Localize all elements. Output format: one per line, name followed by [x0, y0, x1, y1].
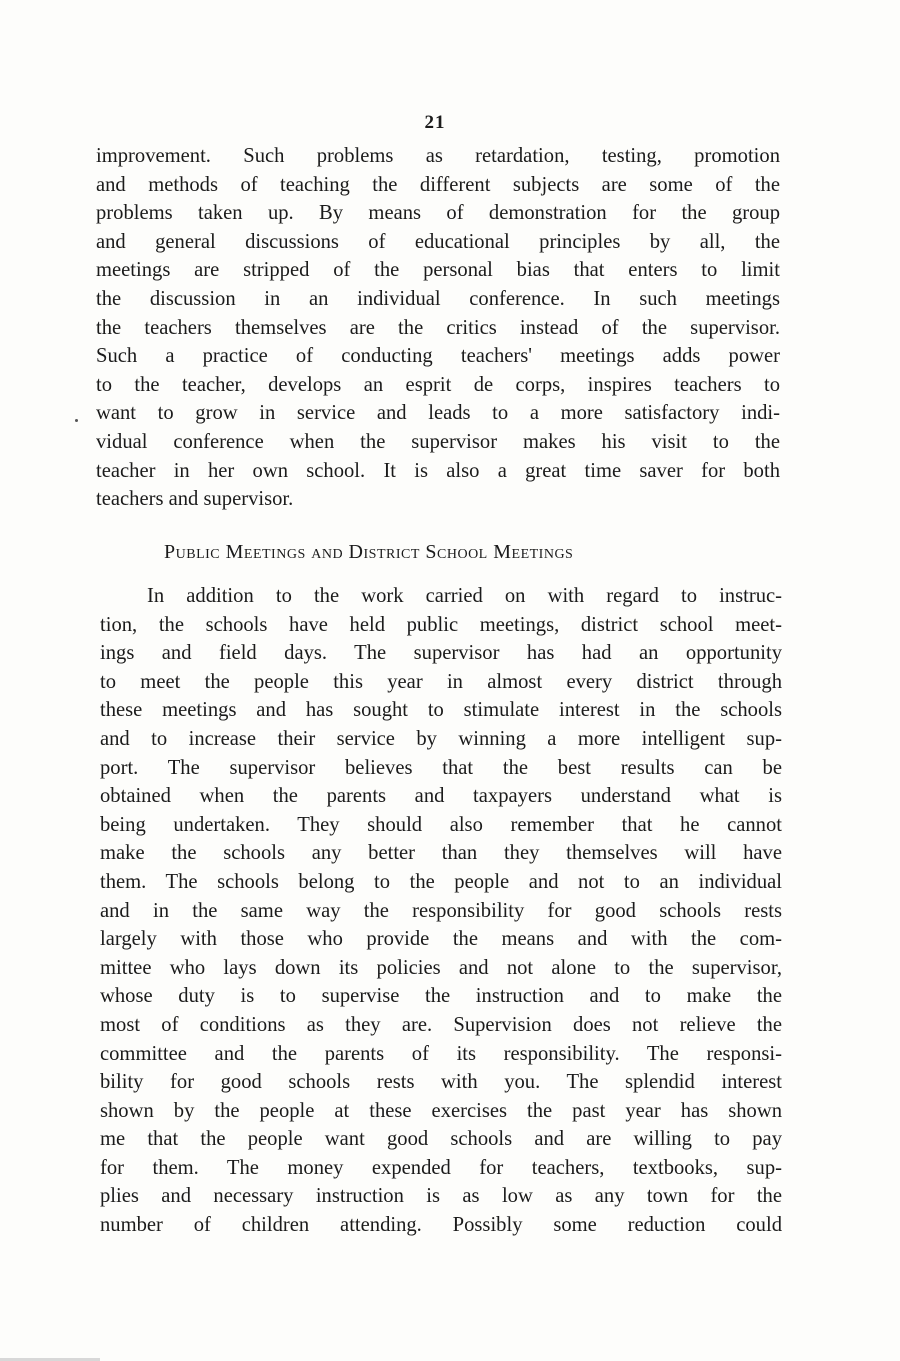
text-line: being undertaken. They should also remember that he cannot — [100, 813, 782, 836]
text-line: bility for good schools rests with you. The splendid interest — [100, 1071, 782, 1094]
text-line: to the teacher, develops an esprit de corps, inspires teachers to — [96, 373, 780, 396]
text-line: largely with those who provide the means and with the com- — [100, 928, 782, 951]
text-line: them. The schools belong to the people and not to an individual — [100, 870, 782, 893]
text-line: port. The supervisor believes that the best results can be — [100, 756, 782, 779]
text-line: these meetings and has sought to stimulate interest in the schools — [100, 699, 782, 722]
text-line: the discussion in an individual conference. In such meetings — [96, 287, 780, 310]
text-line: committee and the parents of its responsibility. The responsi- — [100, 1042, 782, 1065]
text-line: whose duty is to supervise the instruction and to make the — [100, 985, 782, 1008]
text-line: to meet the people this year in almost every district through — [100, 670, 782, 693]
text-line: and to increase their service by winning a more intelligent sup- — [100, 727, 782, 750]
text-line: plies and necessary instruction is as low as any town for the — [100, 1185, 782, 1208]
text-line: want to grow in service and leads to a more satisfactory indi- — [96, 402, 780, 425]
text-line: improvement. Such problems as retardation, testing, promotion — [96, 145, 780, 167]
text-line: for them. The money expended for teachers, textbooks, sup- — [100, 1156, 782, 1179]
page-number: 21 — [424, 112, 446, 133]
text-line: the teachers themselves are the critics instead of the supervisor. — [96, 316, 780, 339]
section-heading: Public Meetings and District School Meetings — [164, 541, 574, 563]
text-line: number of children attending. Possibly some reduction could — [100, 1214, 782, 1237]
text-line: me that the people want good schools and are willing to pay — [100, 1128, 782, 1151]
text-line: and methods of teaching the different subjects are some of the — [96, 173, 780, 196]
text-line: teacher in her own school. It is also a great time saver for both — [96, 459, 780, 482]
text-line: tion, the schools have held public meetings, district school meet- — [100, 613, 782, 636]
text-line: make the schools any better than they themselves will have — [100, 842, 782, 865]
text-line: obtained when the parents and taxpayers understand what is — [100, 785, 782, 808]
text-line: meetings are stripped of the personal bias that enters to limit — [96, 259, 780, 282]
paragraph-1 — [96, 142, 780, 514]
text-line: problems taken up. By means of demonstration for the group — [96, 202, 780, 225]
text-line: and general discussions of educational principles by all, the — [96, 230, 780, 253]
text-line: Such a practice of conducting teachers' meetings adds power — [96, 345, 780, 368]
text-line: In addition to the work carried on with regard to instruc- — [147, 585, 782, 607]
text-line: teachers and supervisor. — [96, 488, 294, 511]
text-line: vidual conference when the supervisor makes his visit to the — [96, 430, 780, 453]
text-line: ings and field days. The supervisor has had an opportunity — [100, 642, 782, 665]
margin-mark — [75, 419, 78, 422]
text-line: shown by the people at these exercises the past year has shown — [100, 1099, 782, 1122]
text-line: most of conditions as they are. Supervision does not relieve the — [100, 1013, 782, 1036]
paragraph-2 — [100, 582, 782, 1240]
text-line: and in the same way the responsibility for good schools rests — [100, 899, 782, 922]
text-line: mittee who lays down its policies and not alone to the supervisor, — [100, 956, 782, 979]
